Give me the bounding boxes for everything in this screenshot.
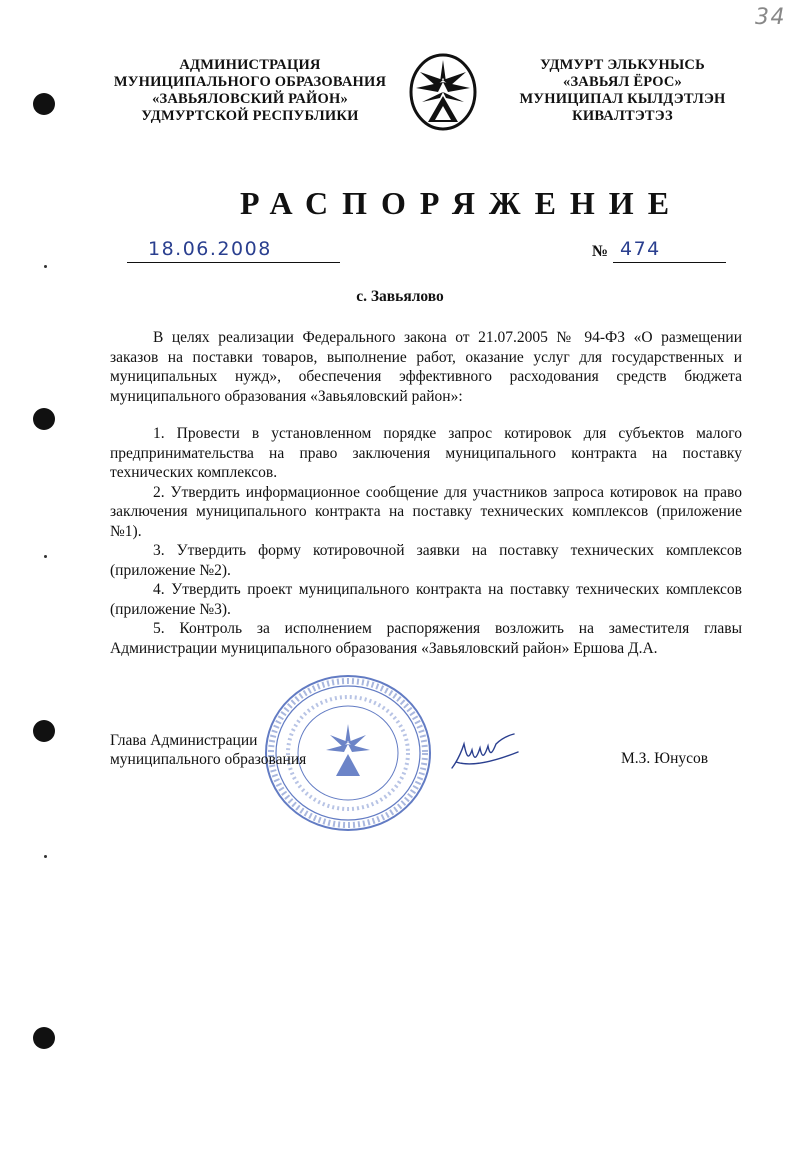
- emblem-logo: [408, 52, 478, 132]
- binder-hole: [33, 408, 55, 430]
- header-right-line: УДМУРТ ЭЛЬКУНЫСЬ: [540, 57, 705, 73]
- header-left: [105, 57, 395, 125]
- preamble-text: В целях реализации Федерального закона от 21.07.2005 № 94-ФЗ «О размещении заказов на поставки товаров, выполнение работ, оказание услуг для государственных и муниципальных нужд», обеспечения эффективного расходования средств бюджета муниципального образования «Завьяловский район»:: [110, 329, 742, 405]
- signatory-name: М.З. Юнусов: [621, 750, 709, 767]
- header-left-line: «ЗАВЬЯЛОВСКИЙ РАЙОН»: [152, 91, 348, 107]
- binder-hole: [33, 93, 55, 115]
- number-line: [613, 262, 726, 263]
- preamble: [110, 328, 742, 406]
- order-item: 5. Контроль за исполнением распоряжения возложить на заместителя главы Администрации муниципального образования «Завьяловский район» Ершова Д.А.: [110, 620, 742, 657]
- header-left-line: МУНИЦИПАЛЬНОГО ОБРАЗОВАНИЯ: [113, 74, 387, 90]
- place-of-issue: с. Завьялово: [356, 288, 444, 305]
- order-items: [110, 424, 742, 658]
- binder-hole: [33, 1027, 55, 1049]
- scan-mark: [44, 855, 47, 858]
- date-handwritten: 18.06.2008: [148, 238, 272, 260]
- order-item: 1. Провести в установленном порядке запрос котировок для субъектов малого предпринимательства на право заключения муниципального контракта на поставку технических комплексов.: [110, 425, 742, 481]
- binder-hole: [33, 720, 55, 742]
- header-right-line: «ЗАВЬЯЛ ЁРОС»: [563, 74, 682, 90]
- header-left-line: АДМИНИСТРАЦИЯ: [179, 57, 321, 73]
- header-left-line: УДМУРТСКОЙ РЕСПУБЛИКИ: [141, 108, 359, 124]
- handwritten-signature: [448, 732, 524, 774]
- header-right-line: КИВАЛТЭТЭЗ: [572, 108, 673, 124]
- signatory-position: [110, 731, 306, 769]
- number-handwritten: 474: [620, 238, 661, 260]
- header-right: [500, 57, 745, 125]
- order-item: 3. Утвердить форму котировочной заявки на поставку технических комплексов (приложение №2).: [110, 542, 742, 579]
- document-title: РАСПОРЯЖЕНИЕ: [240, 185, 684, 221]
- page-mark: 34: [755, 5, 786, 30]
- order-item: 4. Утвердить проект муниципального контракта на поставку технических комплексов (приложение №3).: [110, 581, 742, 618]
- scan-mark: [44, 265, 47, 268]
- signatory-position-line: Глава Администрации: [110, 732, 258, 749]
- date-line: [127, 262, 340, 263]
- scan-mark: [44, 555, 47, 558]
- header-right-line: МУНИЦИПАЛ КЫЛДЭТЛЭН: [519, 91, 726, 107]
- signatory-position-line: муниципального образования: [110, 751, 307, 768]
- number-label: №: [592, 243, 609, 260]
- order-item: 2. Утвердить информационное сообщение для участников запроса котировок на право заключения муниципального контракта на поставку технических комплексов (приложение №1).: [110, 483, 742, 540]
